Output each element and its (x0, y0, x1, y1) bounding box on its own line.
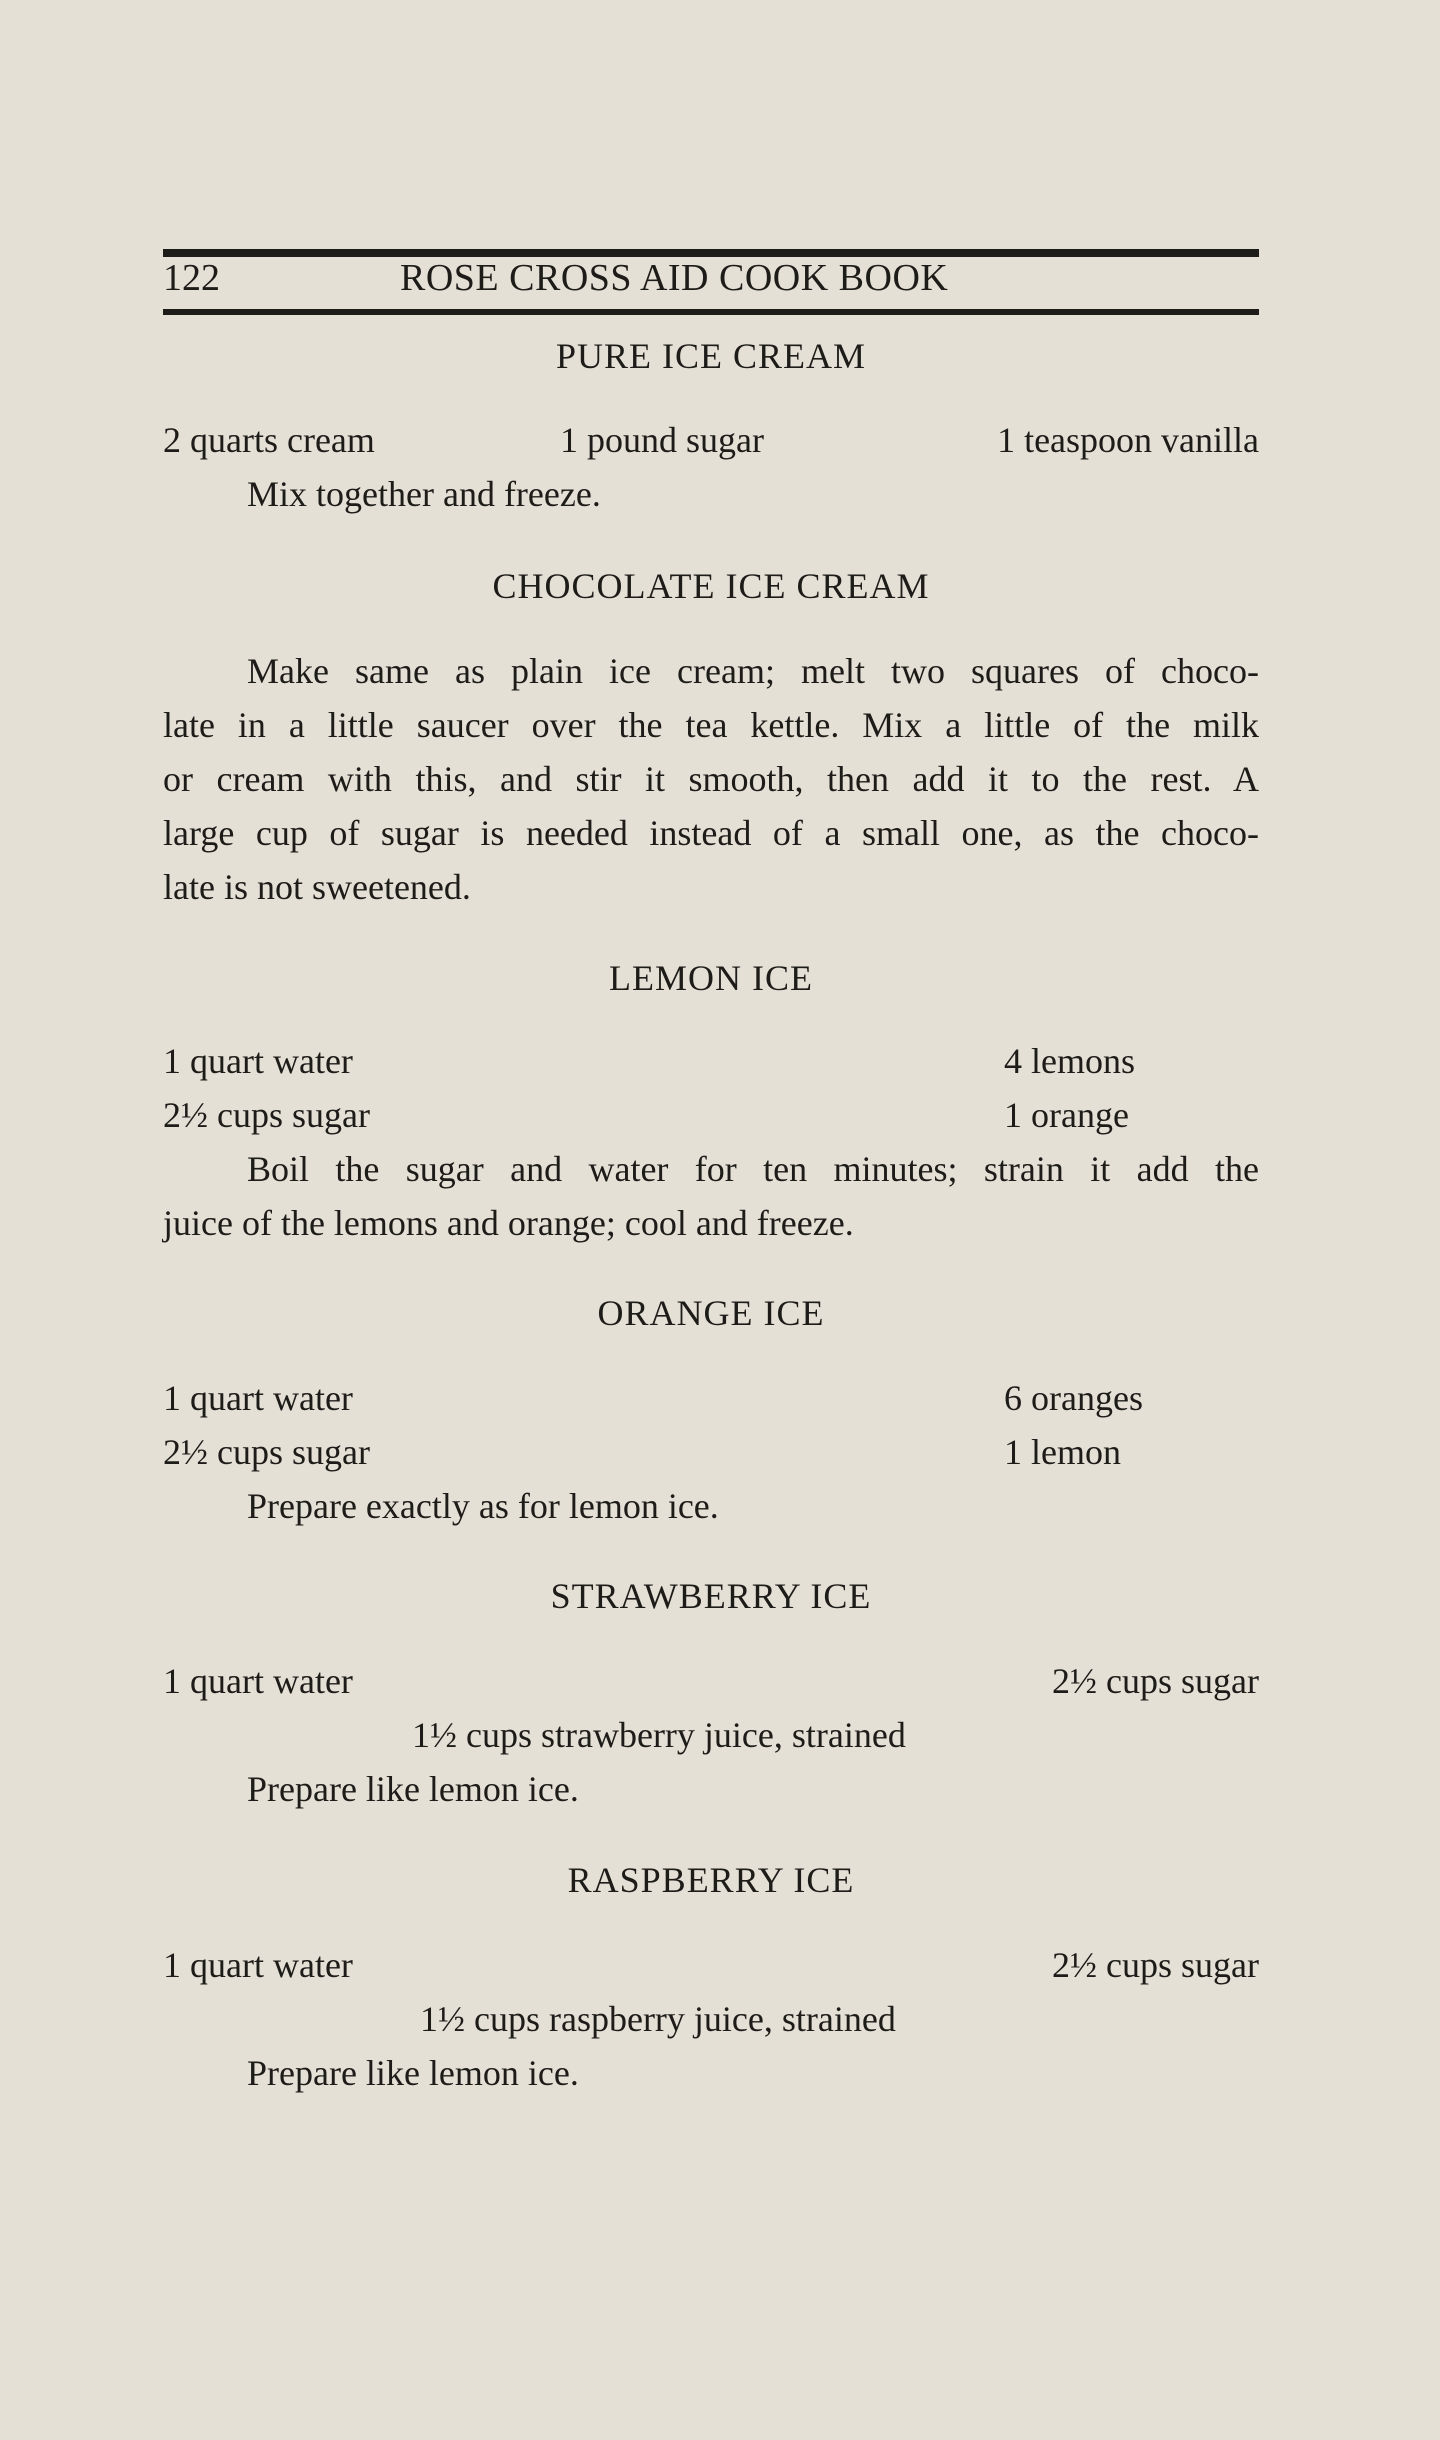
ingredient-strawberry-juice: 1½ cups strawberry juice, strained (412, 1715, 906, 1755)
ingredient-orange: 1 orange (1004, 1095, 1129, 1135)
ingredient-sugar: 2½ cups sugar (1052, 1661, 1259, 1701)
recipe-title-lemon-ice: LEMON ICE (609, 958, 813, 998)
header-bottom-rule (163, 309, 1259, 315)
ingredient-vanilla: 1 teaspoon vanilla (997, 420, 1259, 460)
recipe-title-raspberry-ice: RASPBERRY ICE (567, 1860, 855, 1900)
directions-line: Make same as plain ice cream; melt two squares of choco- (247, 651, 1259, 691)
directions-line: Mix together and freeze. (247, 474, 601, 514)
recipe-title-strawberry-ice: STRAWBERRY ICE (550, 1576, 872, 1616)
ingredient-raspberry-juice: 1½ cups raspberry juice, strained (420, 1999, 896, 2039)
ingredient-cream: 2 quarts cream (163, 420, 375, 460)
directions-line: or cream with this, and stir it smooth, then add it to the rest. A (163, 759, 1259, 799)
ingredient-sugar: 2½ cups sugar (1052, 1945, 1259, 1985)
ingredient-lemons: 4 lemons (1004, 1041, 1135, 1081)
recipe-title-orange-ice: ORANGE ICE (597, 1293, 825, 1333)
page-number: 122 (163, 257, 220, 299)
ingredient-sugar: 2½ cups sugar (163, 1432, 370, 1472)
directions-line: Prepare like lemon ice. (247, 1769, 579, 1809)
ingredient-water: 1 quart water (163, 1378, 353, 1418)
directions-line: Prepare exactly as for lemon ice. (247, 1486, 719, 1526)
recipe-title-chocolate-ice-cream: CHOCOLATE ICE CREAM (492, 566, 930, 606)
directions-line: large cup of sugar is needed instead of a small one, as the choco- (163, 813, 1259, 853)
ingredient-water: 1 quart water (163, 1945, 353, 1985)
directions-line: Boil the sugar and water for ten minutes; strain it add the (247, 1149, 1259, 1189)
ingredient-lemon: 1 lemon (1004, 1432, 1121, 1472)
directions-line: late in a little saucer over the tea kettle. Mix a little of the milk (163, 705, 1259, 745)
directions-line: late is not sweetened. (163, 867, 471, 907)
directions-line: Prepare like lemon ice. (247, 2053, 579, 2093)
directions-line: juice of the lemons and orange; cool and freeze. (163, 1203, 854, 1243)
ingredient-oranges: 6 oranges (1004, 1378, 1143, 1418)
ingredient-sugar: 2½ cups sugar (163, 1095, 370, 1135)
ingredient-water: 1 quart water (163, 1041, 353, 1081)
running-title: ROSE CROSS AID COOK BOOK (400, 257, 949, 299)
ingredient-sugar: 1 pound sugar (560, 420, 764, 460)
recipe-title-pure-ice-cream: PURE ICE CREAM (555, 336, 867, 376)
ingredient-water: 1 quart water (163, 1661, 353, 1701)
